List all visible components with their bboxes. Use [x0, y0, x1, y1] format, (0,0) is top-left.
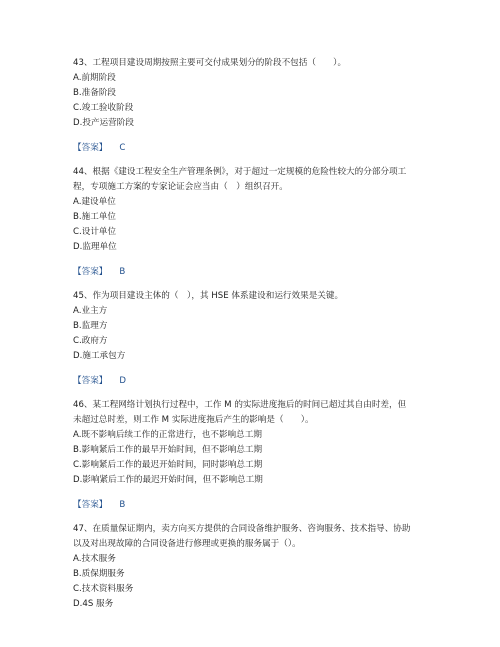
option-a: A.前期阶段	[73, 73, 116, 83]
option-d: D.4S 服务	[73, 599, 114, 609]
option-d: D.施工承包方	[73, 351, 126, 361]
option-d: D.投产运营阶段	[73, 118, 134, 128]
option-b: B.准备阶段	[73, 88, 117, 98]
answer-label: 【答案】	[73, 143, 108, 153]
question-46	[73, 398, 443, 512]
stem-line: 程，专项施工方案的专家论证会应当由（ ）组织召开。	[73, 182, 288, 192]
answer-label: 【答案】	[73, 500, 108, 510]
answer-value: C	[119, 143, 126, 153]
answer-label: 【答案】	[73, 376, 108, 386]
stem-line: 未超过总时差，则工作 M 实际进度拖后产生的影响是（ ）。	[73, 415, 314, 425]
stem-line: 46、某工程网络计划执行过程中，工作 M 的实际进度拖后的时间已超过其自由时差，但	[73, 400, 407, 410]
answer-value: D	[119, 376, 127, 386]
answer-label: 【答案】	[73, 267, 108, 277]
answer-line	[73, 265, 443, 279]
question-47	[73, 522, 443, 612]
answer-line	[73, 498, 443, 512]
question-stem	[73, 56, 443, 71]
option-d: D.监理单位	[73, 242, 117, 252]
answer-value: B	[119, 500, 126, 510]
option-a: A.建设单位	[73, 197, 116, 207]
option-b: B.质保期服务	[73, 569, 125, 579]
question-stem	[73, 398, 443, 428]
answer-line	[73, 141, 443, 155]
question-list	[73, 56, 443, 612]
stem-line: 43、工程项目建设周期按照主要可交付成果划分的阶段不包括（ ）。	[73, 58, 347, 68]
question-stem	[73, 522, 443, 552]
option-a: A.既不影响后续工作的正常进行，也不影响总工期	[73, 430, 262, 440]
option-c: C.影响紧后工作的最迟开始时间，同时影响总工期	[73, 460, 263, 470]
option-c: C.政府方	[73, 336, 108, 346]
option-b: B.施工单位	[73, 212, 117, 222]
question-stem	[73, 165, 443, 195]
answer-line	[73, 374, 443, 388]
option-c: C.技术资料服务	[73, 584, 134, 594]
question-45	[73, 289, 443, 388]
answer-value: B	[119, 267, 126, 277]
option-a: A.技术服务	[73, 554, 116, 564]
option-c: C.竣工验收阶段	[73, 103, 134, 113]
option-b: B.影响紧后工作的最早开始时间，但不影响总工期	[73, 445, 263, 455]
option-a: A.业主方	[73, 306, 108, 316]
question-44	[73, 165, 443, 279]
question-43	[73, 56, 443, 155]
option-c: C.设计单位	[73, 227, 117, 237]
stem-line: 以及对出现故障的合同设备进行修理或更换的服务属于（）。	[73, 539, 301, 549]
stem-line: 45、作为项目建设主体的（ ），其 HSE 体系建设和运行效果是关键。	[73, 291, 344, 301]
stem-line: 44、根据《建设工程安全生产管理条例》，对于超过一定规模的危险性较大的分部分项工	[73, 167, 407, 177]
question-stem	[73, 289, 443, 304]
option-b: B.监理方	[73, 321, 108, 331]
stem-line: 47、在质量保证期内，卖方向买方提供的合同设备维护服务、咨询服务、技术指导、协助	[73, 524, 411, 534]
option-d: D.影响紧后工作的最迟开始时间，但不影响总工期	[73, 475, 263, 485]
